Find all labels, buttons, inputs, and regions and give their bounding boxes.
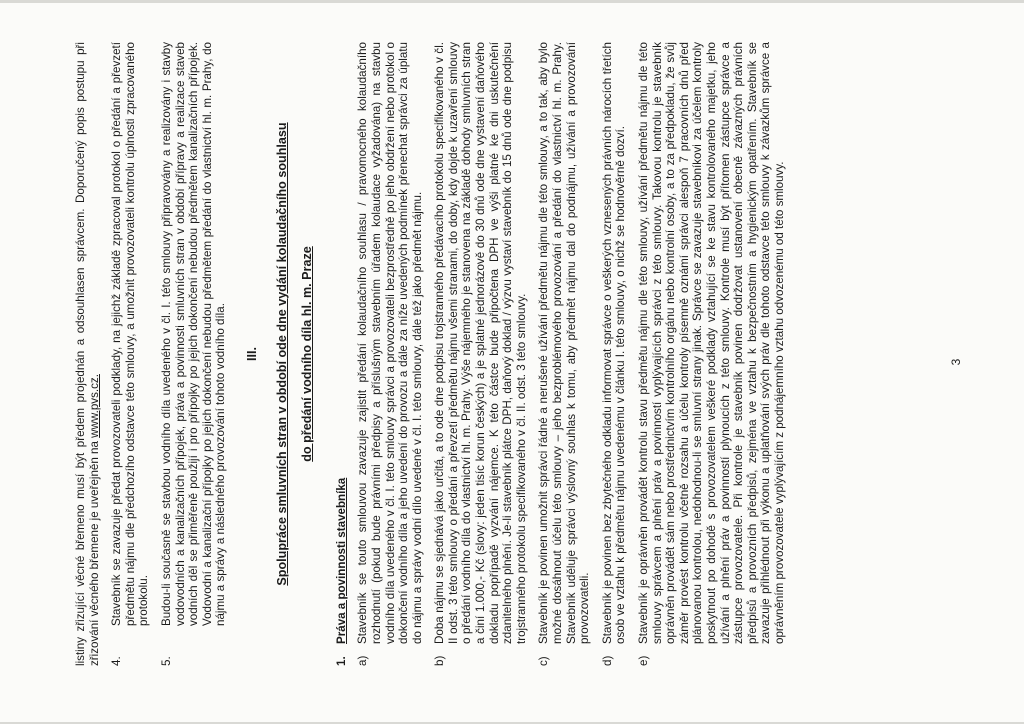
list-item-c [537,42,591,666]
point-5 [160,42,228,666]
list-item-b [433,42,528,666]
subsection-title: Práva a povinnosti stavebníka [334,477,348,644]
item-letter: b) [433,655,447,666]
item-text: Stavebník je povinen umožnit správci řádné a nerušené užívání předmětu nájmu dle této smlouvy, a to tak, aby bylo možné dosáhnout účelu této smlouvy – jeho bezproblémového provozování a předání do vlastnictví hl. m. Prahy. Stavebník uděluje správci výslovný souhlas k tomu, aby předmět nájmu dal do podnájmu, užívání a provozování provozovateli. [537,42,592,644]
item-letter: d) [600,655,614,666]
intro-text: listiny zřizující věcné břemeno musí být předem projednán a odsouhlasen správcem. Doporučený popis postupu při zřizování věcného břemene je uveřejněn na [74,42,101,666]
item-text: Stavebník je povinen bez zbytečného odkladu informovat správce o veškerých vznesených právních nárocích třetích osob ve vztahu k předmětu nájmu uvedenému v článku I. této smlouvy, o nichž se hodnověrně dozví. [600,42,628,644]
section-title-line2: do předání vodního díla hl. m. Praze [300,246,315,462]
item-text: Stavebník je oprávněn provádět kontrolu stavu předmětu nájmu dle této smlouvy, užívání předmětu nájmu dle této smlouvy správcem a plnění práv a povinností vyplývajících správci z této smlouvy. Takovou kontrolu je stavebník oprávněn provádět sám nebo prostřednictvím kontrolního orgánu nebo kontrolní osoby, a to za předpokladu, že svůj záměr provést kontrolu včetně rozsahu a účelu kontroly písemně oznámí správci alespoň 7 pracovních dnů před plánovanou kontrolou, nedohodnou-li se smluvní strany jinak. Správce se zavazuje stavebníkovi za účelem kontroly poskytnout po dohodě s provozovatelem veškeré podklady vztahující se ke stavu kontrolovaného majetku, jeho užívání a plnění práv a povinností plynoucích z této smlouvy. Kontrole musí být přítomen zástupce správce a zástupce provozovatele. Při kontrole je stavebník povinen dodržovat ustanovení obecně závazných právních předpisů a provozních předpisů, zejména ve vztahu k bezpečnostním a hygienickým opatřením. Stavebník se zavazuje přihlédnout při výkonu a uplatňování svých práv dle tohoto odstavce této smlouvy k závazkům správce a oprávněním provozovatele vyplývajícím z podnájemního vztahu odvozenému od této smlouvy. [637,42,786,644]
intro-paragraph [74,42,101,666]
point-text: Stavebník se zavazuje předat provozovateli podklady, na jejichž základě zpracoval protokol o předání a převzetí předmětu nájmu dle předchozího odstavce této smlouvy, a umožnit provozovateli kontrolu úplnosti zpracovaného protokolu. [110,42,151,626]
document-page [12,12,1012,712]
item-letter: c) [537,656,551,666]
list-item-e [637,42,787,666]
point-number: 5. [159,656,173,666]
point-4 [110,42,151,666]
point-number: 4. [110,656,124,666]
section-number: III. [244,347,259,361]
subsection-heading [335,42,349,666]
pvs-website-link[interactable]: www.pvs.cz. [87,374,101,438]
point-text: Budou-li současně se stavbou vodního díla uvedeného v čl. I. této smlouvy připravovány a realizovány i stavby vodovodních a kanalizačních přípojek, práva a povinnosti smluvních stran v období přípravy a realizace staveb vodních děl se přiměřeně použijí i pro přípojky po jejich dokončení nebudou předmětem kanalizačních přípojek. Vodovodní a kanalizační přípojky po jejich dokončení nebudou předmětem předání do vlastnictví hl. m. Prahy, do nájmu a správy a následného provozování tohoto vodního díla. [159,42,228,626]
list-item-a [356,42,424,666]
page-number: 3 [949,358,964,366]
item-letter: a) [356,655,370,666]
item-letter: e) [637,655,650,666]
item-text: Stavebník se touto smlouvou zavazuje zajistit předání kolaudačního souhlasu / pravomocného kolaudačního rozhodnutí (pokud bude právními předpisy a příslušným stavebním úřadem kolaudace vyžadována) na stavbu vodního díla uvedeného v čl. I. této smlouvy správci a provozovateli bezprostředně po jeho obdržení nebo protokol o dokončení vodního díla a jeho uvedení do provozu a dále za níže uvedených podmínek přenechat správci za úplatu do nájmu a správy vodní dílo uvedené v čl. I. této smlouvy, dále též jako předmět nájmu. [356,42,424,644]
section-title-line1: Spolupráce smluvních stran v období ode dne vydání kolaudačního souhlasu [274,122,289,586]
item-text: Doba nájmu se sjednává jako určitá, a to ode dne podpisu trojstranného předávacího protokolu specifikovaného v čl. II odst. 3 této smlouvy o předání a převzetí předmětu nájmu všemi stranami, do doby, kdy dojde k uzavření smlouvy o předání vodního díla do vlastnictví hl. m. Prahy. Výše nájemného je stanovena na základě dohody smluvních stran a činí 1.000,- Kč (slovy: jeden tisíc korun českých) a je splatné jednorázově do 30 dnů ode dne vystavení daňového dokladu popřípadě vyzvání nájemce. K této částce bude připočtena DPH ve výši platné ke dni uskutečnění zdanitelného plnění. Je-li stavebník plátce DPH, daňový doklad / výzvu vystaví stavebník do 15 dnů ode dne podpisu trojstranného protokolu specifikovaného v čl. II. odst. 3 této smlouvy. [433,42,528,644]
subsection-number: 1. [334,656,348,666]
list-item-d [601,42,628,666]
scan-edge-shadow [0,0,1024,3]
